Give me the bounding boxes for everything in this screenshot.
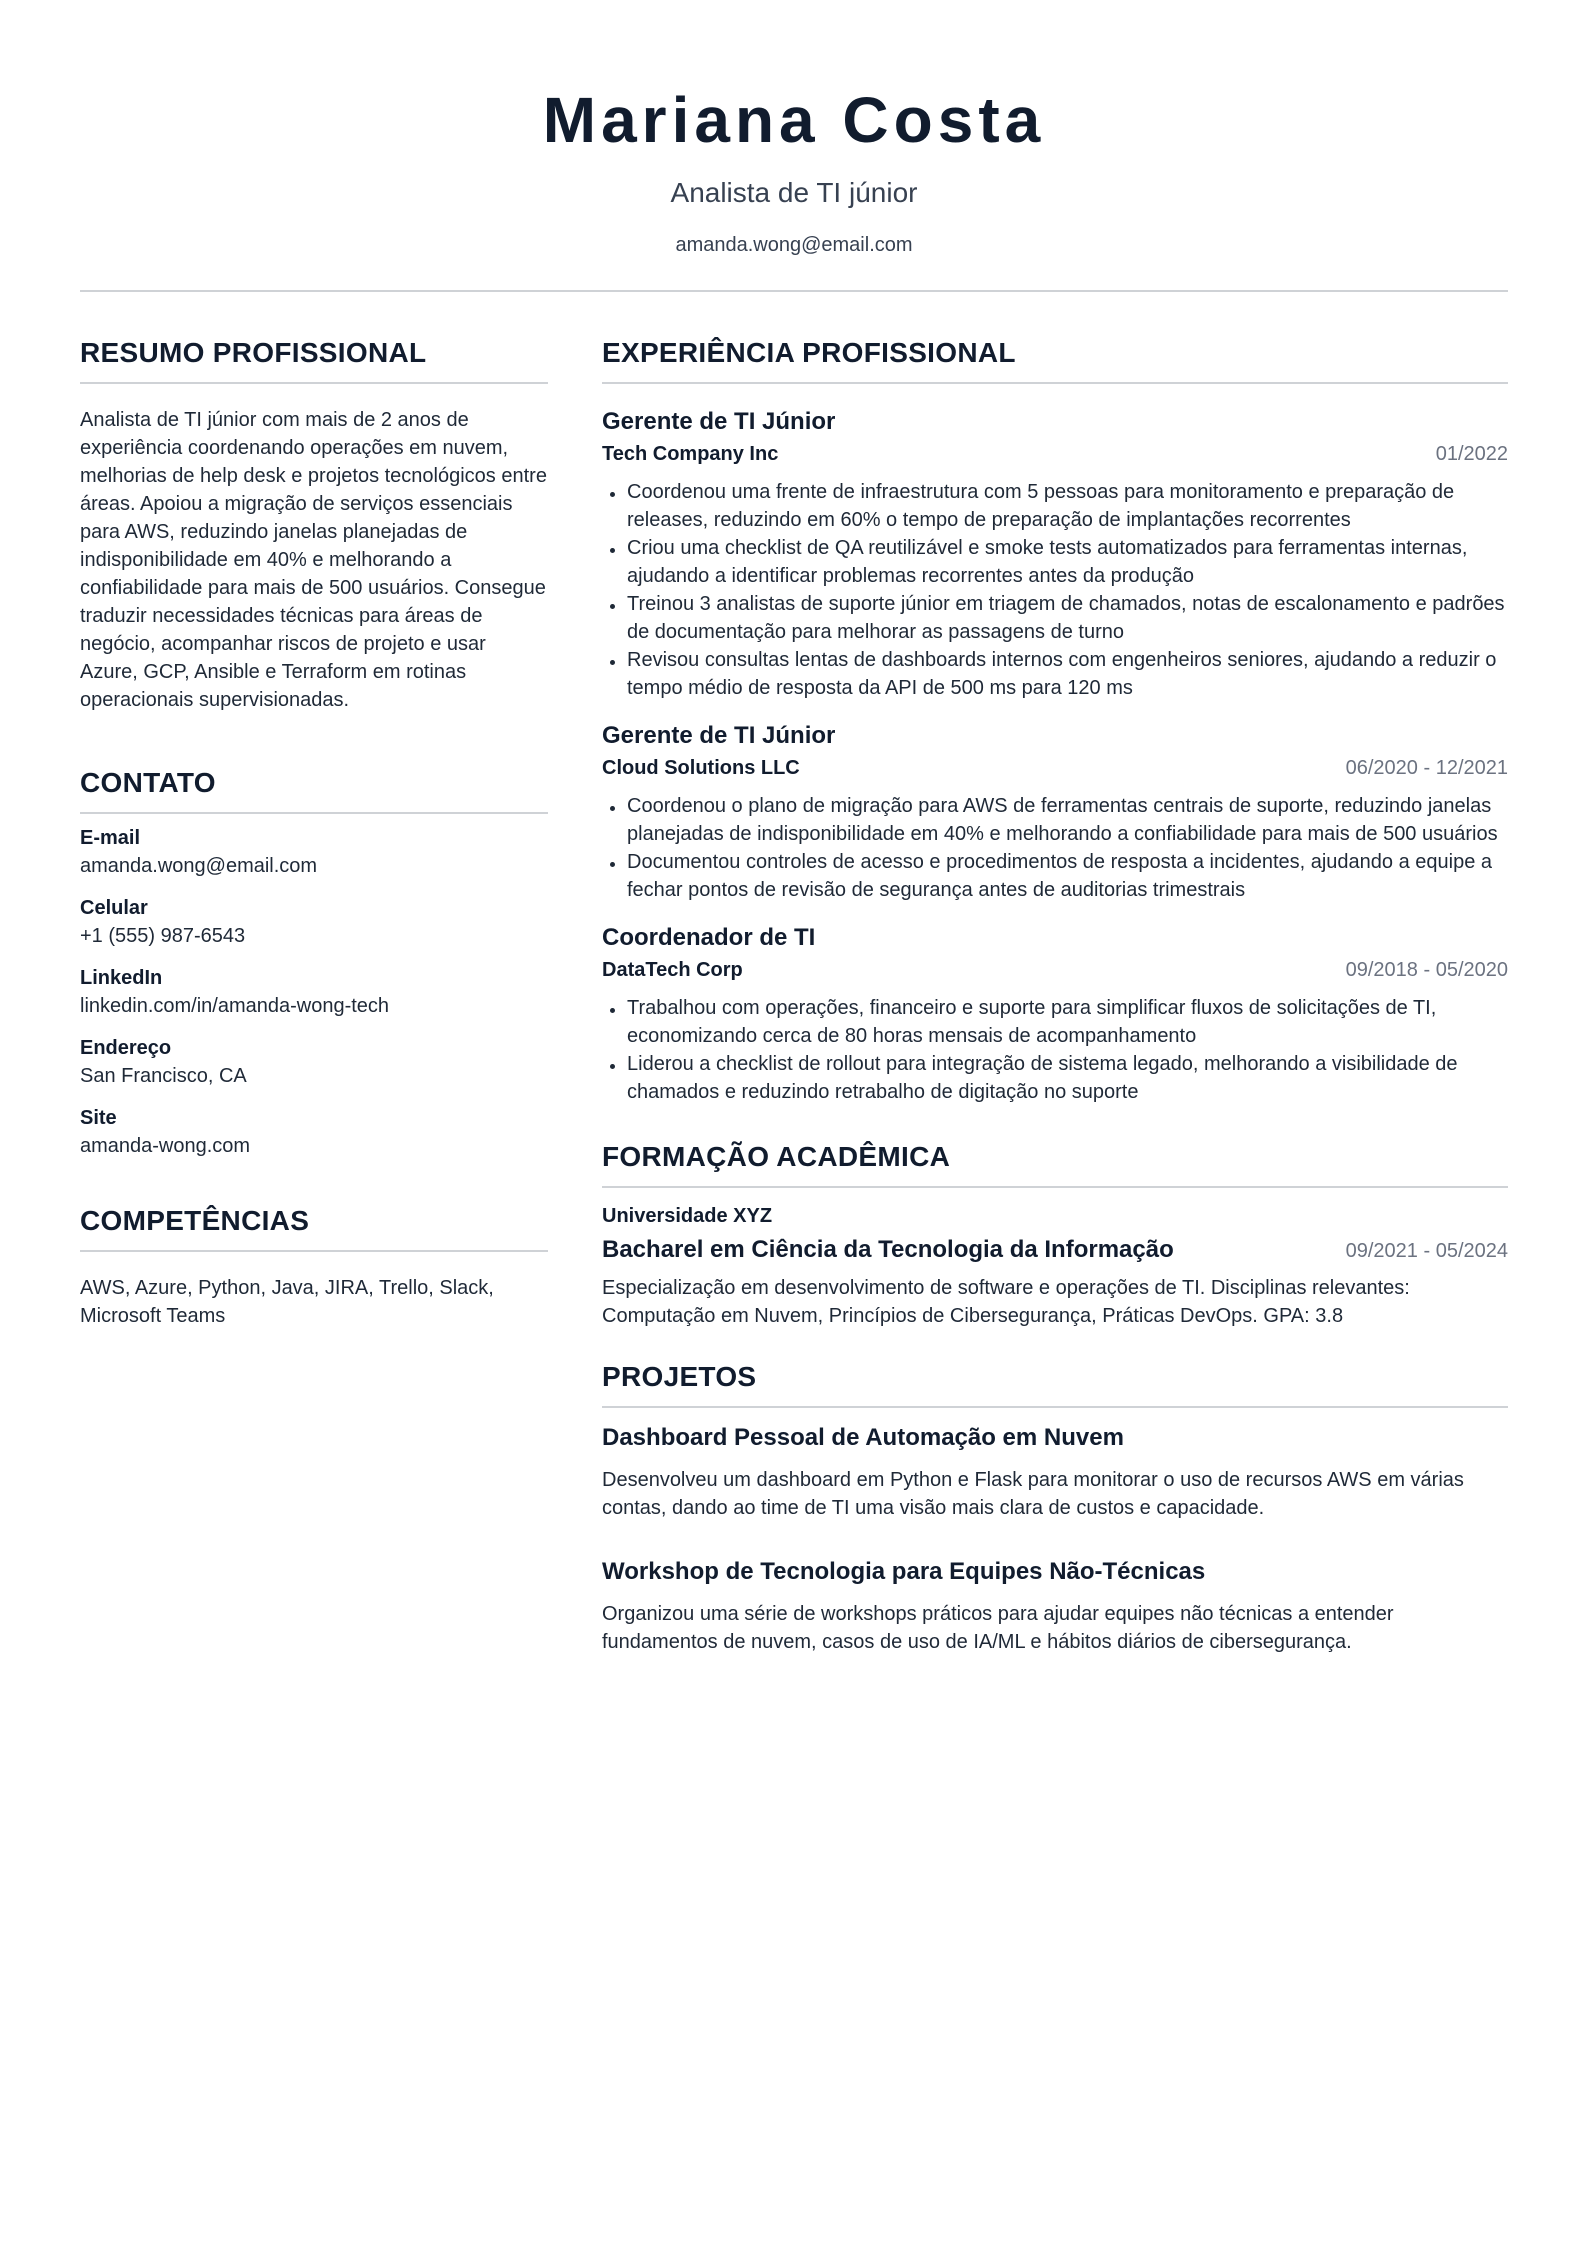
job-bullet: Revisou consultas lentas de dashboards internos com engenheiros seniores, ajudando a reduzir o tempo médio de resposta da API de 500 ms para 120 ms <box>602 646 1508 702</box>
job-bullet: Coordenou o plano de migração para AWS de ferramentas centrais de suporte, reduzindo janelas planejadas de indisponibilidade em 40% e melhorando a confiabilidade para mais de 500 usuários <box>602 792 1508 848</box>
experience-title: EXPERIÊNCIA PROFISSIONAL <box>602 337 1016 368</box>
job-company: Cloud Solutions LLC <box>602 757 800 779</box>
job-bullet: Liderou a checklist de rollout para integração de sistema legado, melhorando a visibilidade de chamados e reduzindo retrabalho de digitação no suporte <box>602 1050 1508 1106</box>
job-company: Tech Company Inc <box>602 443 779 465</box>
section-divider <box>602 1186 1508 1188</box>
job-title: Gerente de TI Júnior <box>602 722 836 749</box>
resume-columns <box>80 336 1508 1708</box>
job-meta <box>602 440 1508 468</box>
section-divider <box>80 812 548 814</box>
header-email: amanda.wong@email.com <box>675 234 913 256</box>
job-bullets <box>602 994 1508 1106</box>
header-divider <box>80 290 1508 292</box>
projects-section <box>602 1360 1508 1656</box>
education-degree: Bacharel em Ciência da Tecnologia da Informação <box>602 1236 1174 1263</box>
section-divider <box>80 382 548 384</box>
contact-linkedin <box>80 964 548 1020</box>
education-degree-line <box>602 1234 1508 1266</box>
job-entry <box>602 922 1508 1106</box>
job-bullet: Documentou controles de acesso e procedimentos de resposta a incidentes, ajudando a equipe a fechar pontos de revisão de segurança antes de auditorias trimestrais <box>602 848 1508 904</box>
education-description: Especialização em desenvolvimento de software e operações de TI. Disciplinas relevantes: Computação em Nuvem, Princípios de Cibersegurança, Práticas DevOps. GPA: 3.8 <box>602 1277 1410 1327</box>
contact-value: amanda.wong@email.com <box>80 855 318 877</box>
job-dates: 09/2018 - 05/2020 <box>1345 959 1508 981</box>
project-title: Workshop de Tecnologia para Equipes Não-Técnicas <box>602 1558 1206 1585</box>
project-description: Desenvolveu um dashboard em Python e Flask para monitorar o uso de recursos AWS em várias contas, dando ao time de TI uma visão mais clara de custos e capacidade. <box>602 1469 1464 1519</box>
job-meta <box>602 754 1508 782</box>
project-entry <box>602 1422 1508 1522</box>
candidate-name: Mariana Costa <box>542 84 1046 156</box>
contact-title: CONTATO <box>80 767 216 798</box>
job-bullets <box>602 478 1508 702</box>
contact-email <box>80 824 548 880</box>
contact-section <box>80 766 548 1160</box>
job-bullet: Coordenou uma frente de infraestrutura com 5 pessoas para monitoramento e preparação de releases, reduzindo em 60% o tempo de preparação de implantações recorrentes <box>602 478 1508 534</box>
job-title: Coordenador de TI <box>602 924 816 951</box>
education-school: Universidade XYZ <box>602 1205 773 1227</box>
job-entry <box>602 720 1508 904</box>
job-title: Gerente de TI Júnior <box>602 408 836 435</box>
experience-section <box>602 336 1508 1106</box>
right-column <box>602 336 1508 1708</box>
summary-title: RESUMO PROFISSIONAL <box>80 337 427 368</box>
skills-title: COMPETÊNCIAS <box>80 1205 310 1236</box>
section-divider <box>80 1250 548 1252</box>
contact-value: linkedin.com/in/amanda-wong-tech <box>80 995 390 1017</box>
contact-address <box>80 1034 548 1090</box>
resume-header <box>80 0 1508 292</box>
section-divider <box>602 1406 1508 1408</box>
project-description: Organizou uma série de workshops práticos para ajudar equipes não técnicas a entender fundamentos de nuvem, casos de uso de IA/ML e hábitos diários de cibersegurança. <box>602 1603 1394 1653</box>
project-title: Dashboard Pessoal de Automação em Nuvem <box>602 1424 1124 1451</box>
skills-section <box>80 1204 548 1330</box>
job-bullet: Criou uma checklist de QA reutilizável e smoke tests automatizados para ferramentas internas, ajudando a identificar problemas recorrentes antes da produção <box>602 534 1508 590</box>
candidate-headline: Analista de TI júnior <box>670 177 918 208</box>
contact-label: E-mail <box>80 827 141 849</box>
contact-label: LinkedIn <box>80 967 163 989</box>
contact-label: Site <box>80 1107 117 1129</box>
job-bullet: Treinou 3 analistas de suporte júnior em triagem de chamados, notas de escalonamento e padrões de documentação para melhorar as passagens de turno <box>602 590 1508 646</box>
project-entry <box>602 1556 1508 1656</box>
contact-value: +1 (555) 987-6543 <box>80 925 246 947</box>
job-dates: 06/2020 - 12/2021 <box>1345 757 1508 779</box>
left-column <box>80 336 548 1708</box>
job-company: DataTech Corp <box>602 959 743 981</box>
projects-title: PROJETOS <box>602 1361 757 1392</box>
contact-phone <box>80 894 548 950</box>
job-bullets <box>602 792 1508 904</box>
contact-label: Celular <box>80 897 148 919</box>
education-title: FORMAÇÃO ACADÊMICA <box>602 1141 951 1172</box>
job-bullet: Trabalhou com operações, financeiro e suporte para simplificar fluxos de solicitações de TI, economizando cerca de 80 horas mensais de acompanhamento <box>602 994 1508 1050</box>
contact-label: Endereço <box>80 1037 172 1059</box>
contact-value: amanda-wong.com <box>80 1135 251 1157</box>
section-divider <box>602 382 1508 384</box>
education-dates: 09/2021 - 05/2024 <box>1345 1240 1508 1262</box>
contact-website <box>80 1104 548 1160</box>
job-entry <box>602 406 1508 702</box>
skills-text: AWS, Azure, Python, Java, JIRA, Trello, Slack, Microsoft Teams <box>80 1277 494 1327</box>
job-meta <box>602 956 1508 984</box>
contact-value: San Francisco, CA <box>80 1065 247 1087</box>
summary-text: Analista de TI júnior com mais de 2 anos de experiência coordenando operações em nuvem, melhorias de help desk e projetos tecnológicos entre áreas. Apoiou a migração de serviços essenciais para AWS, reduzindo janelas planejadas de indisponibilidade em 40% e melhorando a confiabilidade para mais de 500 usuários. Consegue traduzir necessidades técnicas para áreas de negócio, acompanhar riscos de projeto e usar Azure, GCP, Ansible e Terraform em rotinas operacionais supervisionadas. <box>80 409 547 711</box>
summary-section <box>80 336 548 714</box>
job-dates: 01/2022 <box>1435 443 1508 465</box>
education-section <box>602 1140 1508 1330</box>
